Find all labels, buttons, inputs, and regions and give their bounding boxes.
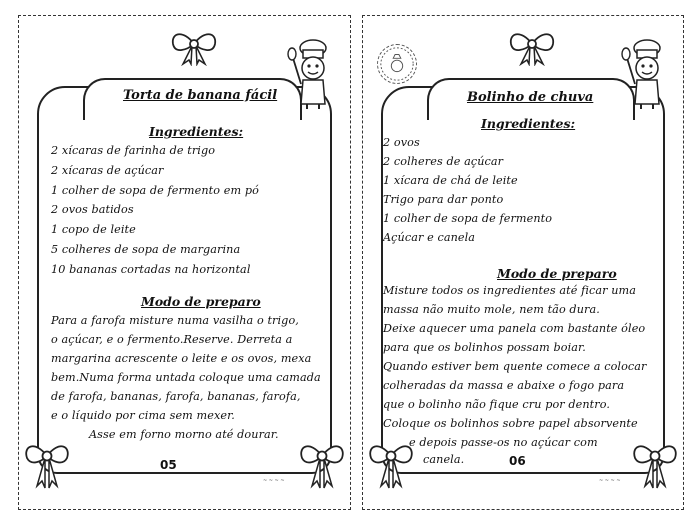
recipe-title: Bolinho de chuva <box>467 90 594 105</box>
ingredient-item: 1 xícara de chá de leite <box>383 174 518 187</box>
method-line: Deixe aquecer uma panela com bastante óleo <box>383 322 646 335</box>
method-line: Misture todos os ingredientes até ficar uma <box>383 284 637 297</box>
method-line: Quando estiver bem quente comece a colocar <box>383 360 647 373</box>
ingredient-item: 1 colher de sopa de fermento em pó <box>51 184 259 197</box>
method-line: margarina acrescente o leite e os ovos, mexa <box>51 352 312 365</box>
method-heading: Modo de preparo <box>497 266 617 281</box>
bow-icon <box>169 26 219 66</box>
page-number: 05 <box>160 458 177 472</box>
illustrator-signature: ~ ~ ~ ~ <box>263 478 285 484</box>
recipe-title: Torta de banana fácil <box>123 88 278 103</box>
ingredient-item: 1 copo de leite <box>51 223 136 236</box>
illustrator-signature: ~ ~ ~ ~ <box>599 478 621 484</box>
method-line: e o líquido por cima sem mexer. <box>51 409 235 422</box>
ingredient-item: Trigo para dar ponto <box>383 193 504 206</box>
bow-icon <box>23 434 71 490</box>
ingredient-item: 2 colheres de açúcar <box>383 155 504 168</box>
ingredient-item: 1 colher de sopa de fermento <box>383 212 553 225</box>
method-line: Asse em forno morno até dourar. <box>89 428 279 441</box>
ingredients-heading: Ingredientes: <box>481 116 576 131</box>
ingredient-item: 10 bananas cortadas na horizontal <box>51 263 251 276</box>
page-number: 06 <box>509 454 526 468</box>
bow-icon <box>298 434 346 490</box>
bow-icon <box>507 26 557 66</box>
method-heading: Modo de preparo <box>141 294 261 309</box>
method-line: o açúcar, e o fermento.Reserve. Derreta a <box>51 333 293 346</box>
chef-icon <box>287 38 337 110</box>
bow-icon <box>367 434 415 490</box>
recipe-card-right <box>362 15 684 510</box>
recipe-card-left <box>18 15 351 510</box>
method-line: colheradas da massa e abaixe o fogo para <box>383 379 625 392</box>
logo-badge <box>377 44 417 84</box>
bow-icon <box>631 434 679 490</box>
ingredient-item: 5 colheres de sopa de margarina <box>51 243 241 256</box>
method-line: massa não muito mole, nem tão dura. <box>383 303 600 316</box>
ingredient-item: 2 xícaras de açúcar <box>51 164 164 177</box>
method-line: Coloque os bolinhos sobre papel absorvente <box>383 417 638 430</box>
ingredient-item: Açúcar e canela <box>383 231 476 244</box>
method-line: bem.Numa forma untada coloque uma camada <box>51 371 321 384</box>
chef-icon <box>621 38 671 110</box>
ingredient-item: 2 xícaras de farinha de trigo <box>51 144 216 157</box>
method-line: de farofa, bananas, farofa, bananas, farofa, <box>51 390 301 403</box>
method-line: canela. <box>423 453 465 466</box>
ingredients-heading: Ingredientes: <box>149 124 244 139</box>
method-line: Para a farofa misture numa vasilha o trigo, <box>51 314 299 327</box>
ingredient-item: 2 ovos batidos <box>51 203 134 216</box>
method-line: e depois passe-os no açúcar com <box>409 436 598 449</box>
method-line: para que os bolinhos possam boiar. <box>383 341 586 354</box>
method-line: que o bolinho não fique cru por dentro. <box>383 398 611 411</box>
ingredient-item: 2 ovos <box>383 136 420 149</box>
